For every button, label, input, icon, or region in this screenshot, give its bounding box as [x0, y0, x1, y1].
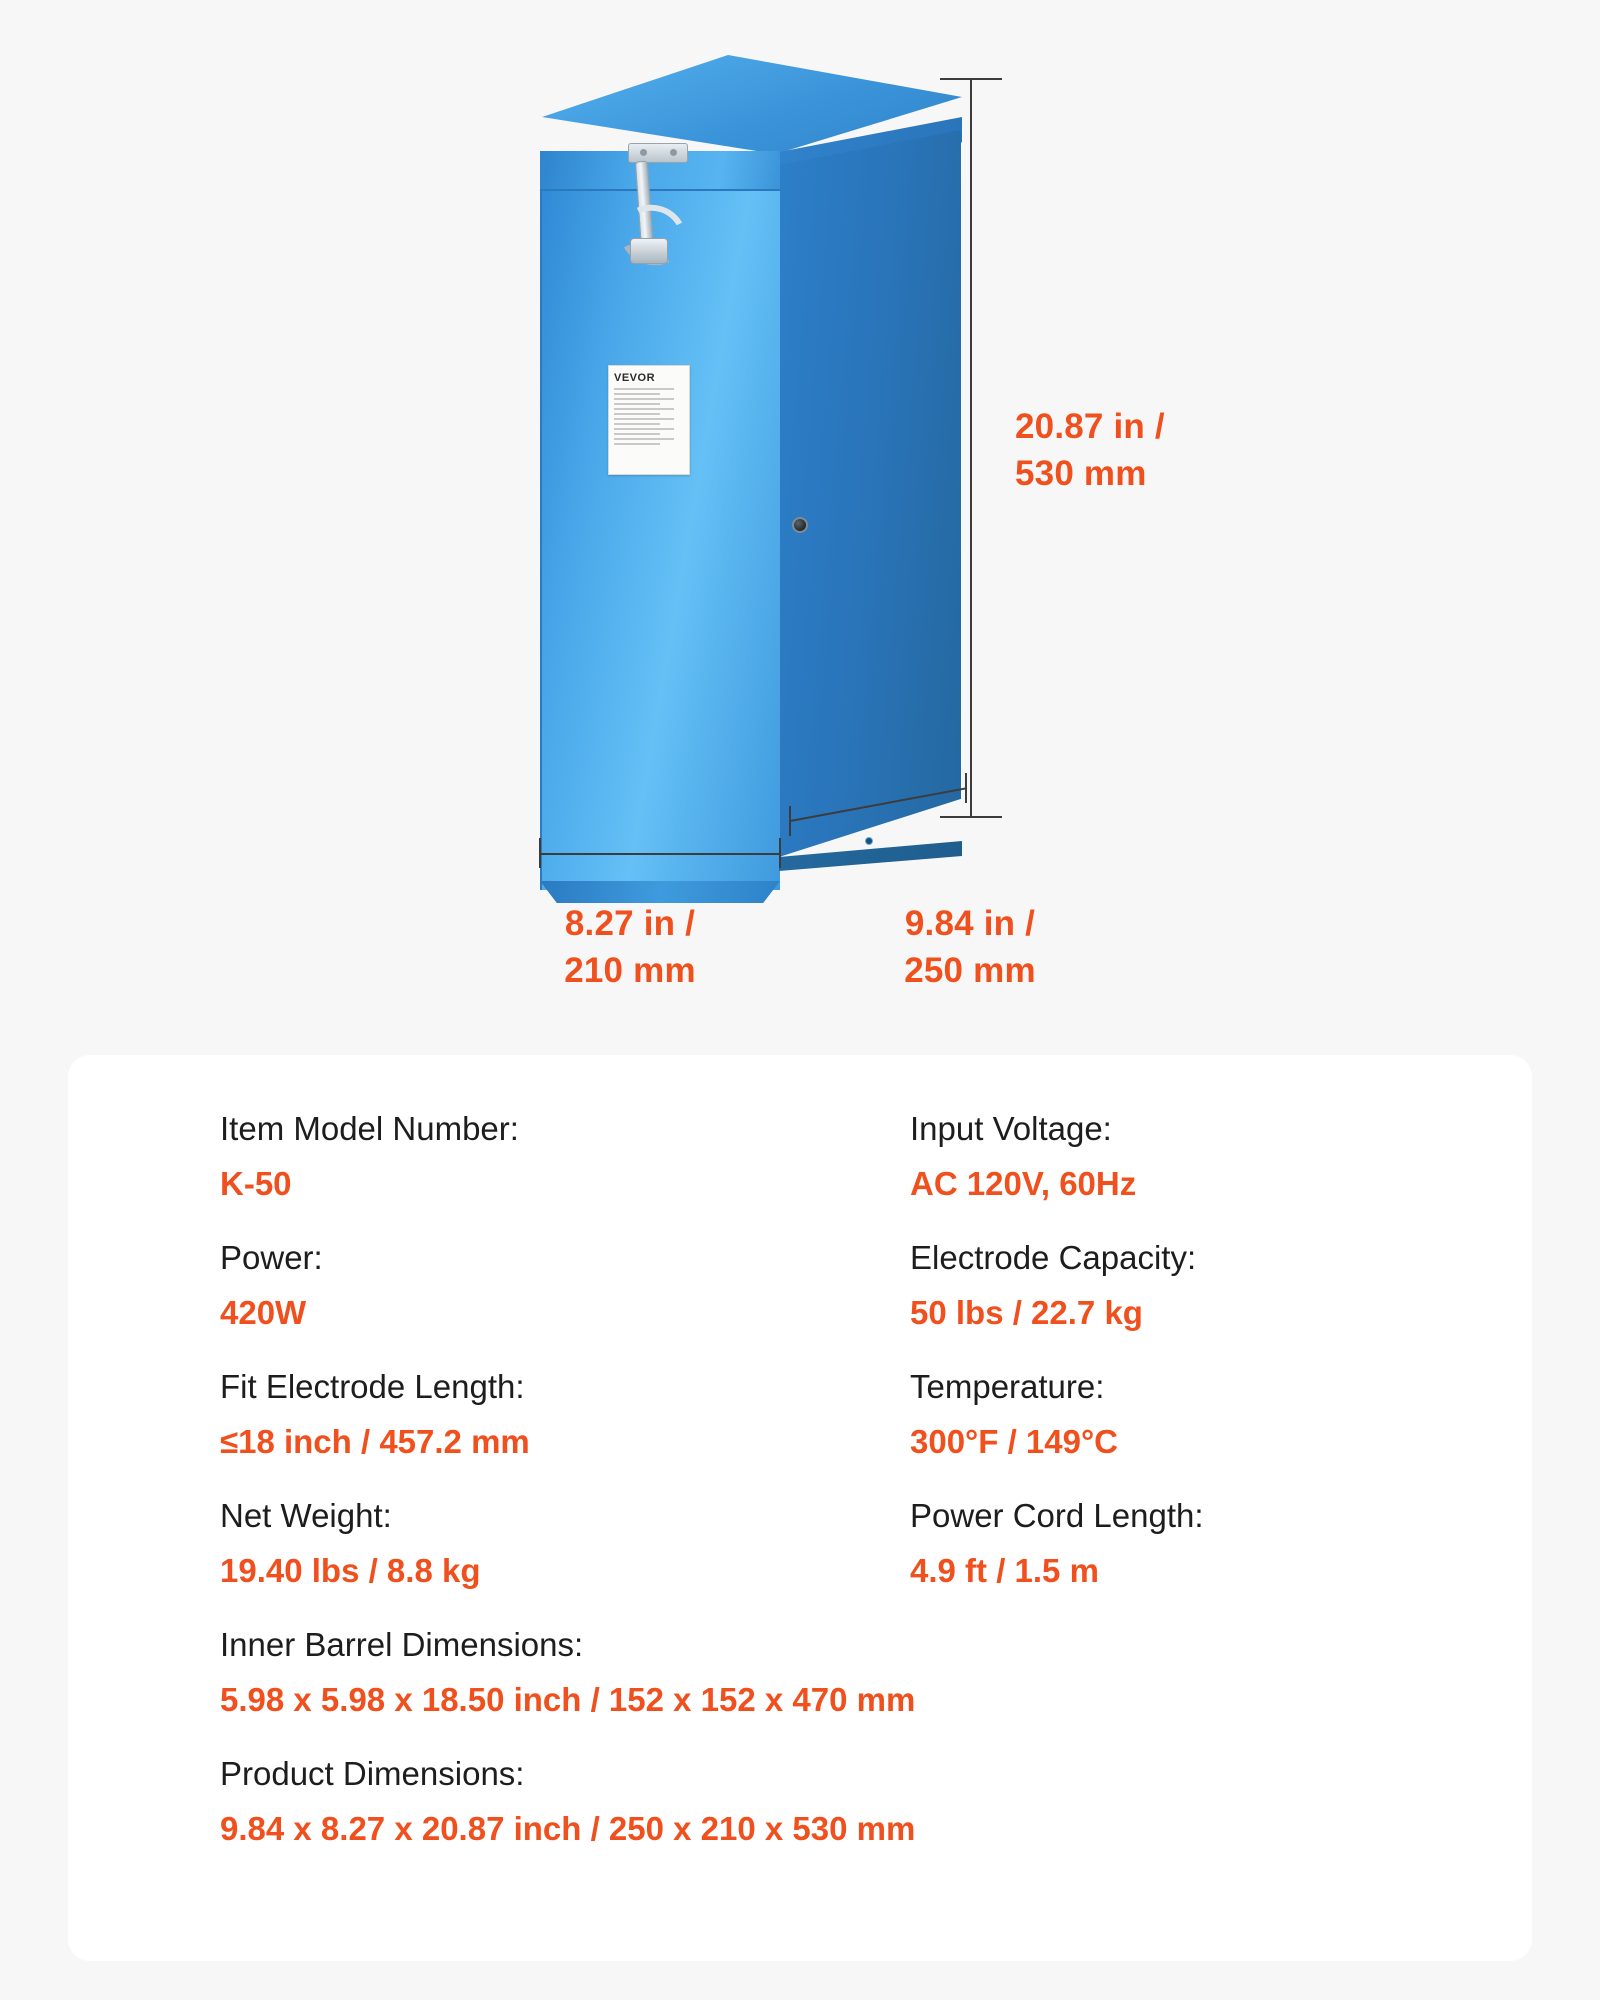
label-text-lines — [614, 388, 684, 445]
hinge-screw-right-icon — [670, 149, 677, 156]
height-dimension-tick-top — [940, 78, 1002, 80]
depth-dimension-label — [830, 900, 1110, 995]
depth-dimension-label-line2: 250 mm — [904, 951, 1036, 991]
specifications-card — [68, 1055, 1532, 1961]
spec-label: Temperature: — [910, 1368, 1105, 1406]
spec-item — [220, 1236, 910, 1335]
spec-label: Power: — [220, 1239, 323, 1277]
width-dimension-tick-left — [539, 838, 541, 868]
spec-item — [220, 1365, 910, 1464]
spec-value: 4.9 ft / 1.5 m — [910, 1551, 1099, 1589]
brand-label: VEVOR — [614, 372, 656, 384]
spec-label: Power Cord Length: — [910, 1497, 1204, 1535]
spec-item — [910, 1494, 1480, 1593]
spec-label: Product Dimensions: — [220, 1755, 525, 1793]
spec-value: K-50 — [220, 1164, 292, 1202]
spec-value: 9.84 x 8.27 x 20.87 inch / 250 x 210 x 530 mm — [220, 1810, 916, 1848]
product-illustration — [520, 55, 980, 885]
depth-dimension-tick-right — [965, 773, 967, 803]
spec-label: Input Voltage: — [910, 1110, 1112, 1147]
spec-label: Net Weight: — [220, 1497, 392, 1535]
width-dimension-line — [540, 853, 780, 855]
spec-label: Fit Electrode Length: — [220, 1368, 525, 1406]
spec-value: 19.40 lbs / 8.8 kg — [220, 1551, 481, 1589]
spec-value: 420W — [220, 1293, 307, 1331]
height-dimension-line — [970, 78, 972, 818]
spec-label: Electrode Capacity: — [910, 1239, 1197, 1277]
width-dimension-label-line1: 8.27 in / — [564, 904, 696, 943]
depth-dimension-label-line1: 9.84 in / — [904, 904, 1036, 943]
spec-value: 5.98 x 5.98 x 18.50 inch / 152 x 152 x 470 mm — [220, 1680, 916, 1718]
box-front-face — [540, 165, 780, 890]
latch-pad — [630, 238, 668, 264]
spec-item — [220, 1623, 1480, 1722]
spec-item — [910, 1107, 1480, 1206]
width-dimension-label — [490, 900, 770, 995]
depth-dimension-tick-left — [789, 806, 791, 836]
spec-label: Item Model Number: — [220, 1110, 519, 1147]
spec-label: Inner Barrel Dimensions: — [220, 1626, 584, 1664]
spec-item — [910, 1236, 1480, 1335]
spec-value: 300°F / 149°C — [910, 1422, 1119, 1460]
spec-value: 50 lbs / 22.7 kg — [910, 1293, 1143, 1331]
height-dimension-tick-bottom — [940, 816, 1002, 818]
spec-item — [220, 1107, 910, 1206]
spec-item — [220, 1752, 1480, 1851]
spec-item — [910, 1365, 1480, 1464]
bottom-screw-icon — [865, 837, 873, 845]
temperature-knob — [792, 517, 808, 533]
height-dimension-label — [1015, 403, 1165, 498]
height-dimension-label-line2: 530 mm — [1015, 454, 1147, 494]
height-dimension-label-line1: 20.87 in / — [1015, 407, 1165, 446]
spec-value: AC 120V, 60Hz — [910, 1164, 1137, 1202]
product-label-sticker — [608, 365, 690, 475]
box-side-face — [779, 130, 961, 857]
spec-item — [220, 1494, 910, 1593]
latch-hinge-plate — [628, 143, 688, 163]
spec-value: ≤18 inch / 457.2 mm — [220, 1422, 530, 1460]
specifications-grid — [220, 1107, 1480, 1882]
hinge-screw-left-icon — [640, 149, 647, 156]
width-dimension-label-line2: 210 mm — [564, 951, 696, 991]
width-dimension-tick-right — [779, 838, 781, 868]
